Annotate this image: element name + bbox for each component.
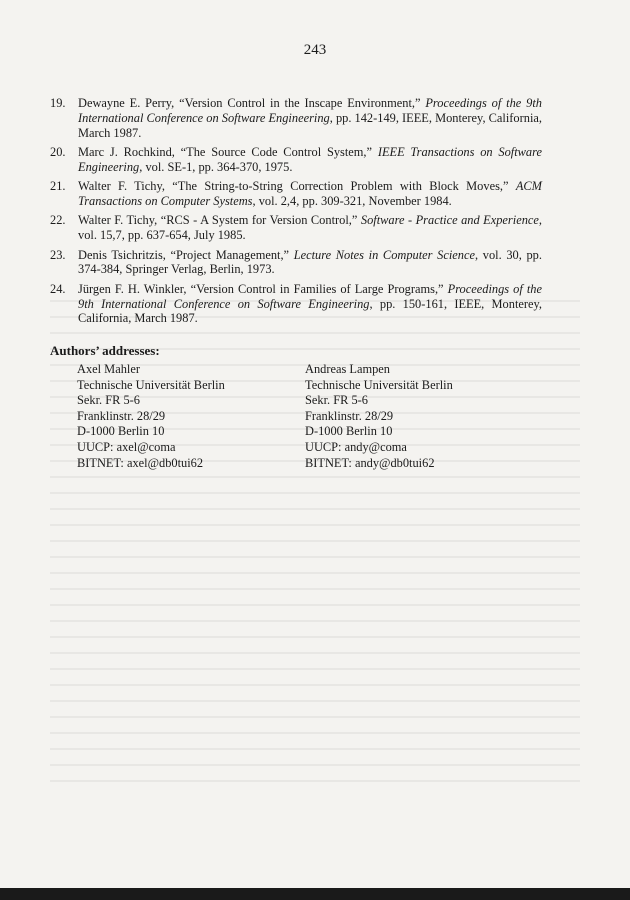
reference-text: Marc J. Rochkind, “The Source Code Control System,” IEEE Transactions on Software Engineering, vol. SE-1, pp. 364-370, 1975. bbox=[78, 144, 542, 174]
reference-item bbox=[50, 145, 542, 175]
reference-number: 20. bbox=[50, 144, 66, 159]
reference-item bbox=[50, 179, 542, 209]
author-address-mahler bbox=[77, 362, 225, 471]
reference-number: 21. bbox=[50, 179, 66, 194]
reference-number: 22. bbox=[50, 213, 66, 228]
author-institution: Technische Universität Berlin bbox=[77, 377, 225, 392]
reference-text: Walter F. Tichy, “RCS - A System for Version Control,” Software - Practice and Experience, vol. 15,7, pp. 637-654, July 1985. bbox=[78, 213, 542, 243]
author-street: Franklinstr. 28/29 bbox=[77, 408, 166, 423]
reference-number: 23. bbox=[50, 247, 66, 262]
author-name: Axel Mahler bbox=[77, 362, 140, 376]
author-bitnet: BITNET: axel@db0tui62 bbox=[77, 455, 204, 470]
reference-text: Jürgen F. H. Winkler, “Version Control in Families of Large Programs,” Proceedings of the 9th International Conference on Software Engineering, pp. 150-161, IEEE, Monterey, California, March 1987. bbox=[78, 281, 543, 326]
reference-item bbox=[50, 96, 542, 140]
author-address-lampen bbox=[305, 362, 453, 471]
author-institution: Technische Universität Berlin bbox=[305, 377, 453, 392]
author-city: D-1000 Berlin 10 bbox=[77, 424, 165, 439]
author-department: Sekr. FR 5-6 bbox=[305, 393, 368, 408]
author-uucp: UUCP: axel@coma bbox=[77, 439, 176, 454]
reference-item bbox=[50, 248, 542, 278]
author-city: D-1000 Berlin 10 bbox=[305, 424, 393, 439]
reference-text: Dewayne E. Perry, “Version Control in the Inscape Environment,” Proceedings of the 9th International Conference on Software Engineering, pp. 142-149, IEEE, Monterey, California, March 1987. bbox=[78, 96, 542, 140]
authors-heading: Authors’ addresses: bbox=[50, 343, 160, 358]
reference-list bbox=[50, 96, 542, 331]
author-uucp: UUCP: andy@coma bbox=[305, 439, 407, 454]
reference-number: 19. bbox=[50, 96, 66, 110]
reference-text: Walter F. Tichy, “The String-to-String Correction Problem with Block Moves,” ACM Transactions on Computer Systems, vol. 2,4, pp. 309-321, November 1984. bbox=[78, 179, 542, 208]
author-street: Franklinstr. 28/29 bbox=[305, 408, 394, 423]
author-name: Andreas Lampen bbox=[305, 362, 390, 376]
reference-text: Denis Tsichritzis, “Project Management,” Lecture Notes in Computer Science, vol. 30, pp. 374-384, Springer Verlag, Berlin, 1973. bbox=[78, 247, 542, 277]
reference-item bbox=[50, 213, 542, 243]
scan-edge-bar bbox=[0, 888, 630, 900]
author-department: Sekr. FR 5-6 bbox=[77, 393, 140, 408]
reference-number: 24. bbox=[50, 281, 66, 296]
page-number: 243 bbox=[303, 42, 327, 58]
reference-item bbox=[50, 282, 542, 326]
author-bitnet: BITNET: andy@db0tui62 bbox=[305, 455, 435, 470]
